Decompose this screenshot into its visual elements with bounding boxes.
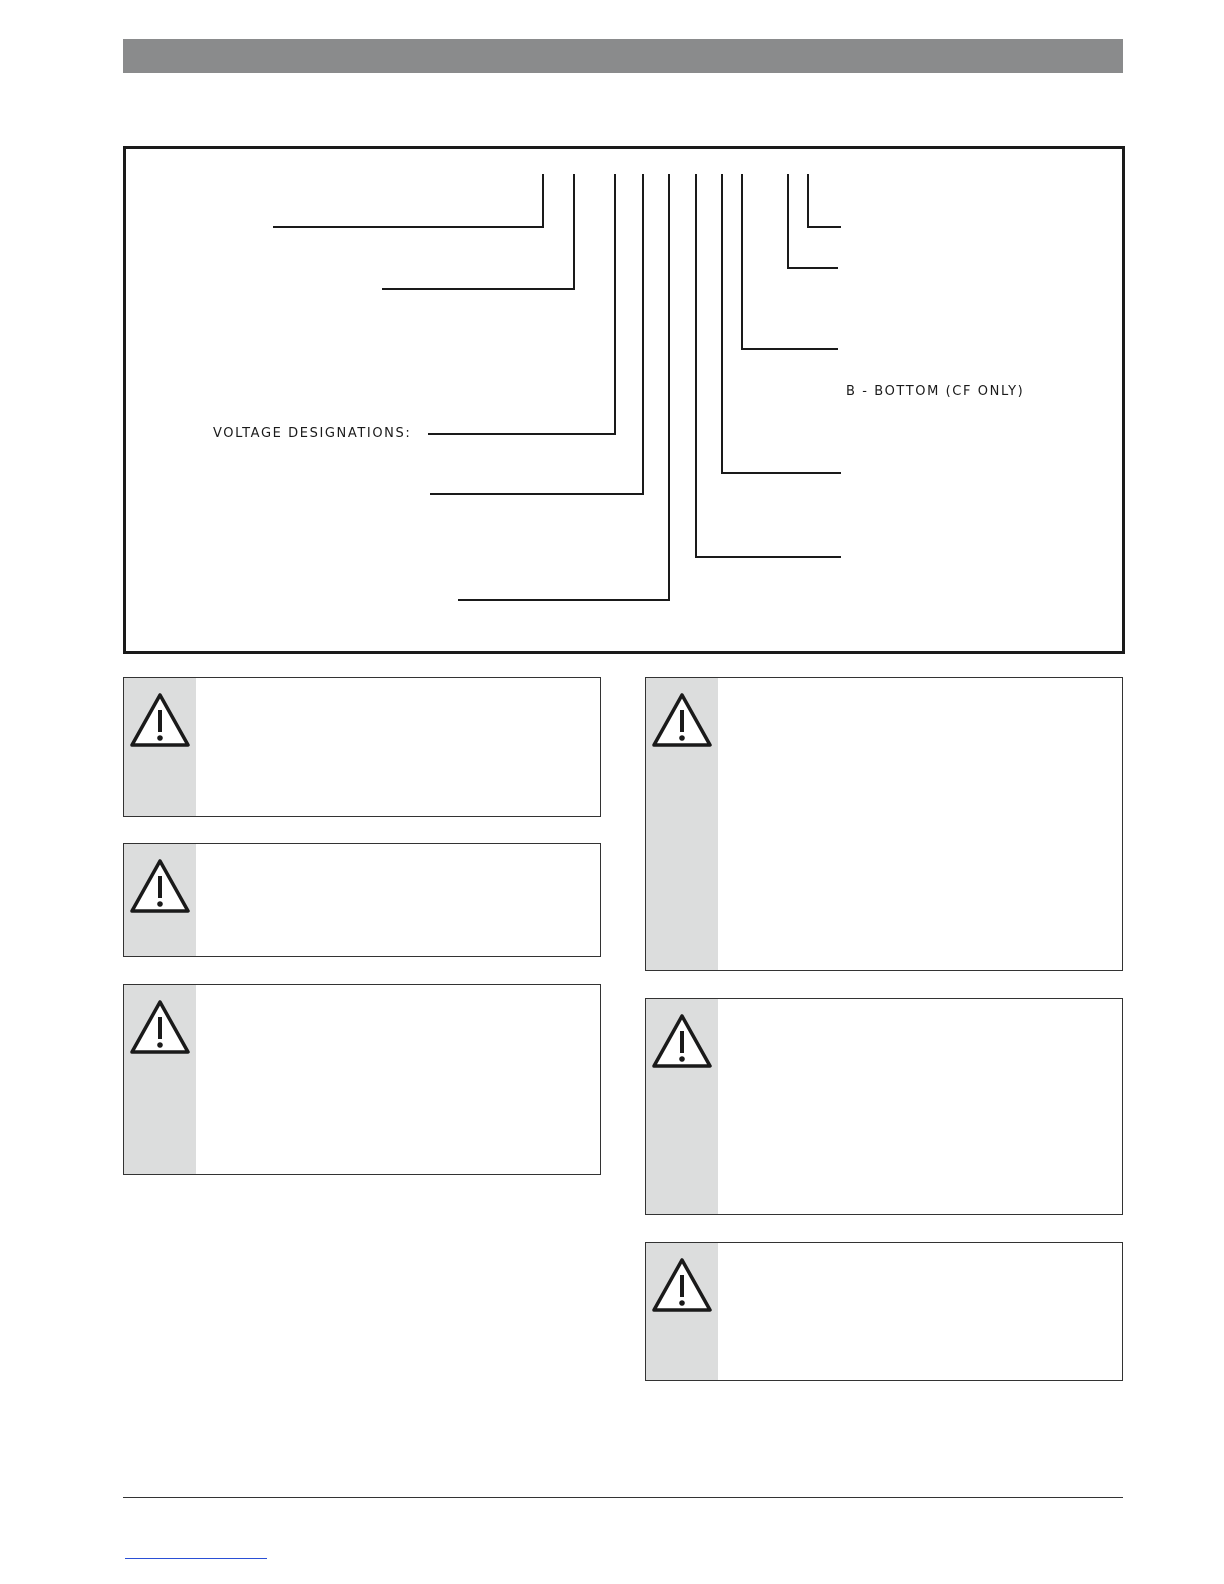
leader-line (696, 174, 841, 557)
footer-link-underline[interactable] (125, 1558, 267, 1559)
voltage-designations-label: VOLTAGE DESIGNATIONS: (213, 426, 412, 441)
leader-line (273, 174, 543, 227)
leader-line (788, 174, 838, 268)
leader-line (742, 174, 838, 349)
warning-note (123, 984, 601, 1175)
footer-rule (123, 1497, 1123, 1498)
warning-note (123, 843, 601, 957)
leader-line (458, 174, 669, 600)
note-icon-strip (124, 844, 196, 956)
warning-triangle-icon (650, 1255, 714, 1315)
warning-triangle-icon (650, 1011, 714, 1071)
bottom-cf-only-label: B - BOTTOM (CF ONLY) (846, 384, 1025, 399)
warning-note (645, 677, 1123, 971)
warning-triangle-icon (128, 997, 192, 1057)
header-bar (123, 39, 1123, 73)
leader-line (382, 174, 574, 289)
leader-line (808, 174, 841, 227)
warning-triangle-icon (128, 690, 192, 750)
warning-note (645, 998, 1123, 1215)
model-number-diagram (123, 146, 1125, 654)
note-icon-strip (646, 999, 718, 1214)
note-icon-strip (646, 1243, 718, 1380)
warning-note (123, 677, 601, 817)
leader-line (722, 174, 841, 473)
note-icon-strip (124, 985, 196, 1174)
diagram-leader-lines (126, 149, 1122, 651)
warning-triangle-icon (128, 856, 192, 916)
note-icon-strip (646, 678, 718, 970)
note-icon-strip (124, 678, 196, 816)
leader-line (428, 174, 615, 434)
leader-line (430, 174, 643, 494)
warning-triangle-icon (650, 690, 714, 750)
warning-note (645, 1242, 1123, 1381)
